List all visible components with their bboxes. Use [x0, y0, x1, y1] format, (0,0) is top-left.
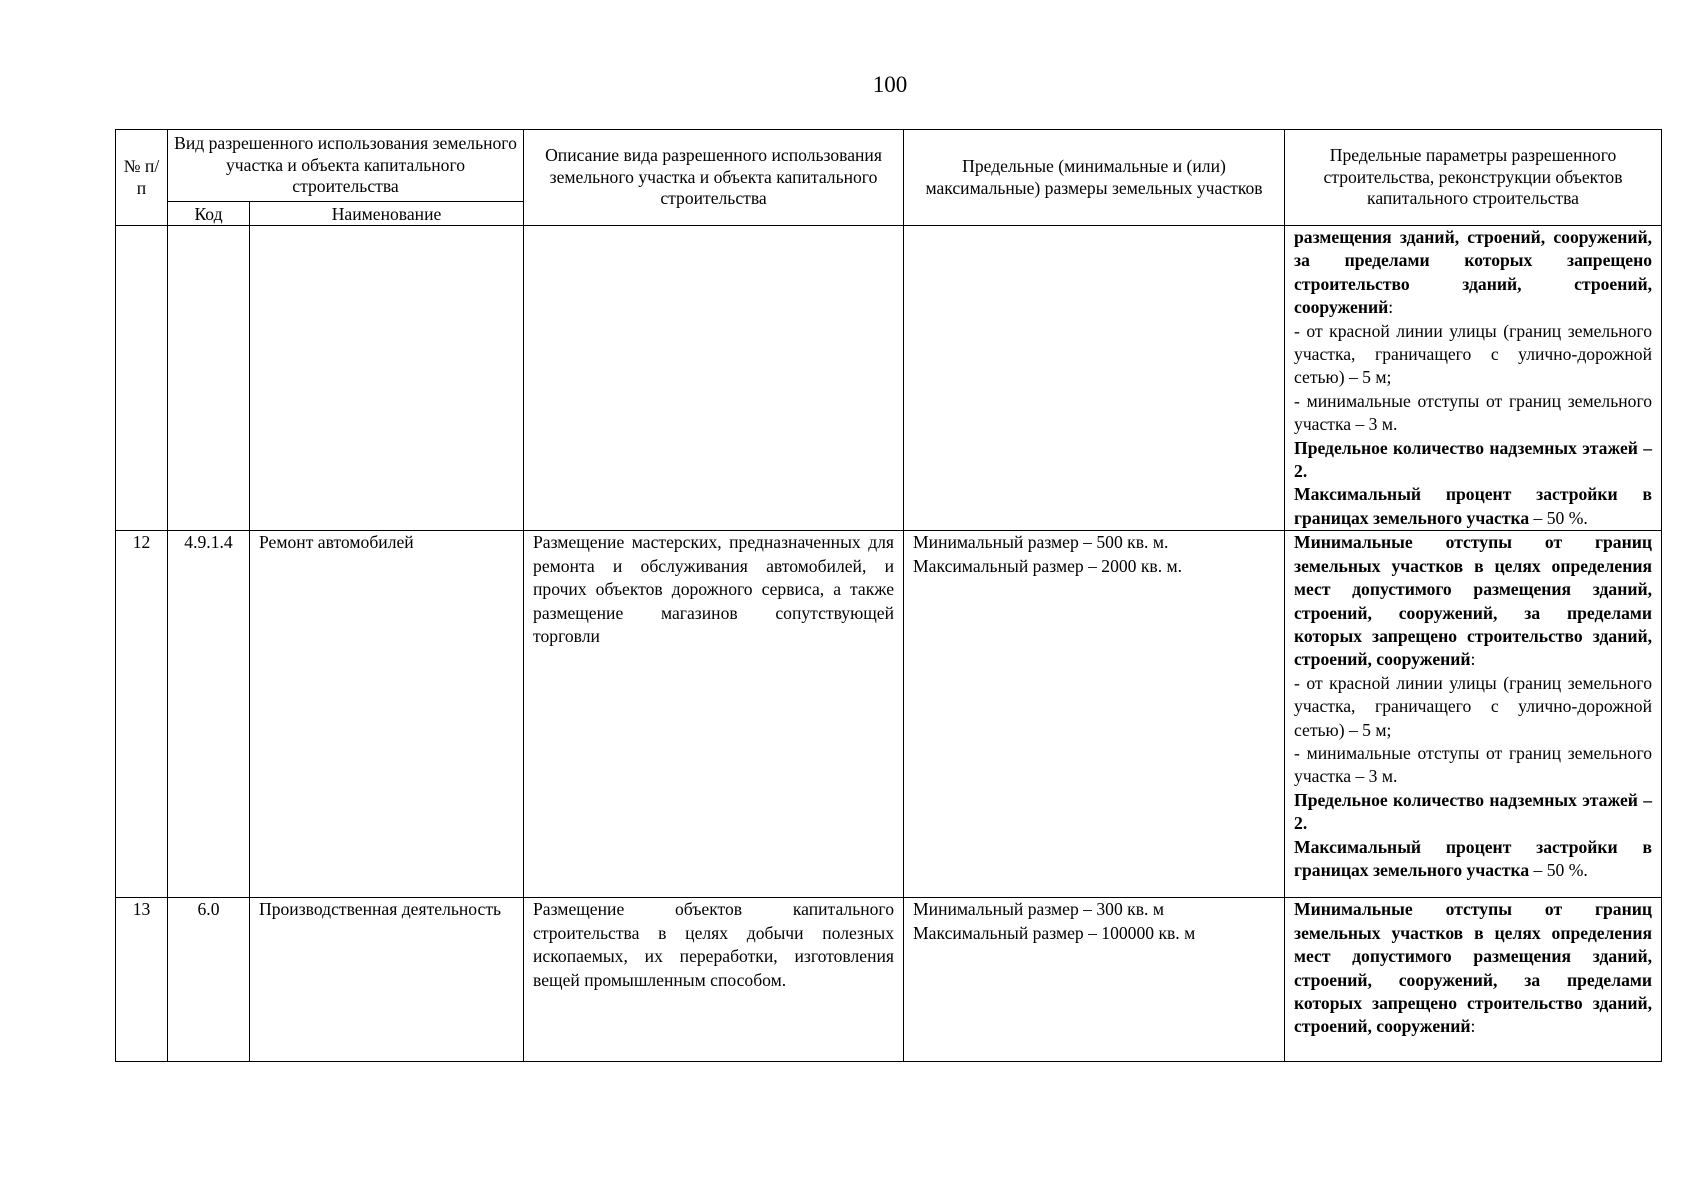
header-desc: Описание вида разрешенного использования земельного участка и объекта капитального строительства	[524, 130, 904, 226]
param-paragraph	[1294, 390, 1652, 437]
param-text: размещения зданий, строений, сооружений, за пределами которых запрещено строительство зданий, строений, сооружений	[1294, 227, 1653, 318]
cell-code: 4.9.1.4	[168, 531, 250, 898]
table-row	[116, 226, 1662, 531]
param-paragraph	[1294, 898, 1652, 1038]
header-sizes: Предельные (минимальные и (или) максимальные) размеры земельных участков	[904, 130, 1285, 226]
cell-code	[168, 226, 250, 531]
param-tail: :	[1470, 1016, 1476, 1037]
size-line: Максимальный размер – 2000 кв. м.	[913, 555, 1183, 576]
param-paragraph	[1294, 531, 1652, 671]
header-params: Предельные параметры разрешенного строительства, реконструкции объектов капитального строительства	[1285, 130, 1662, 226]
param-paragraph	[1294, 672, 1652, 742]
param-text: Предельное количество надземных этажей – 2.	[1294, 789, 1653, 834]
land-use-table	[115, 129, 1662, 1062]
page-number: 100	[872, 72, 908, 97]
size-line: Минимальный размер – 500 кв. м.	[913, 532, 1169, 553]
cell-num: 12	[116, 531, 168, 898]
param-paragraph	[1294, 789, 1652, 836]
header-vid: Вид разрешенного использования земельного участка и объекта капитального строительства	[168, 130, 524, 202]
param-text: - минимальные отступы от границ земельного участка – 3 м.	[1294, 742, 1653, 787]
param-paragraph	[1294, 226, 1652, 320]
cell-params	[1285, 226, 1662, 531]
cell-description	[524, 226, 904, 531]
table-row	[116, 898, 1662, 1062]
cell-name: Ремонт автомобилей	[250, 531, 524, 898]
param-paragraph	[1294, 320, 1652, 390]
param-tail: :	[1388, 297, 1394, 318]
param-text: - от красной линии улицы (границ земельного участка, граничащего с улично-дорожной сетью) – 5 м;	[1294, 672, 1653, 740]
param-tail: – 50 %.	[1529, 507, 1588, 528]
param-paragraph	[1294, 437, 1652, 484]
param-paragraph	[1294, 742, 1652, 789]
param-tail: – 50 %.	[1529, 859, 1588, 880]
cell-sizes	[904, 531, 1285, 898]
header-name: Наименование	[250, 202, 524, 226]
param-text: Максимальный процент застройки в границах земельного участка	[1294, 836, 1653, 880]
cell-params	[1285, 898, 1662, 1062]
param-text: Минимальные отступы от границ земельных участков в целях определения мест допустимого размещения зданий, строений, сооружений, за пределами которых запрещено строительство зданий, строений, сооружений	[1294, 532, 1653, 670]
header-kod: Код	[168, 202, 250, 226]
param-text: Максимальный процент застройки в границах земельного участка	[1294, 484, 1653, 528]
table-row	[116, 531, 1662, 898]
cell-name: Производственная деятельность	[250, 898, 524, 1062]
param-text: - от красной линии улицы (границ земельного участка, граничащего с улично-дорожной сетью) – 5 м;	[1294, 320, 1653, 388]
cell-description: Размещение объектов капитального строительства в целях добычи полезных ископаемых, их переработки, изготовления вещей промышленным способом.	[524, 898, 904, 1062]
size-line: Максимальный размер – 100000 кв. м	[913, 922, 1196, 943]
cell-num: 13	[116, 898, 168, 1062]
param-paragraph	[1294, 836, 1652, 883]
cell-sizes	[904, 226, 1285, 531]
cell-code: 6.0	[168, 898, 250, 1062]
cell-num	[116, 226, 168, 531]
param-text: Предельное количество надземных этажей – 2.	[1294, 437, 1653, 482]
cell-sizes	[904, 898, 1285, 1062]
size-line: Минимальный размер – 300 кв. м	[913, 899, 1164, 920]
param-text: Минимальные отступы от границ земельных участков в целях определения мест допустимого размещения зданий, строений, сооружений, за пределами которых запрещено строительство зданий, строений, сооружений	[1294, 899, 1653, 1037]
cell-params	[1285, 531, 1662, 898]
header-num: № п/п	[116, 130, 168, 226]
param-text: - минимальные отступы от границ земельного участка – 3 м.	[1294, 390, 1653, 435]
cell-description: Размещение мастерских, предназначенных для ремонта и обслуживания автомобилей, и прочих объектов дорожного сервиса, а также размещение магазинов сопутствующей торговли	[524, 531, 904, 898]
param-paragraph	[1294, 483, 1652, 530]
param-tail: :	[1470, 649, 1476, 670]
cell-name	[250, 226, 524, 531]
